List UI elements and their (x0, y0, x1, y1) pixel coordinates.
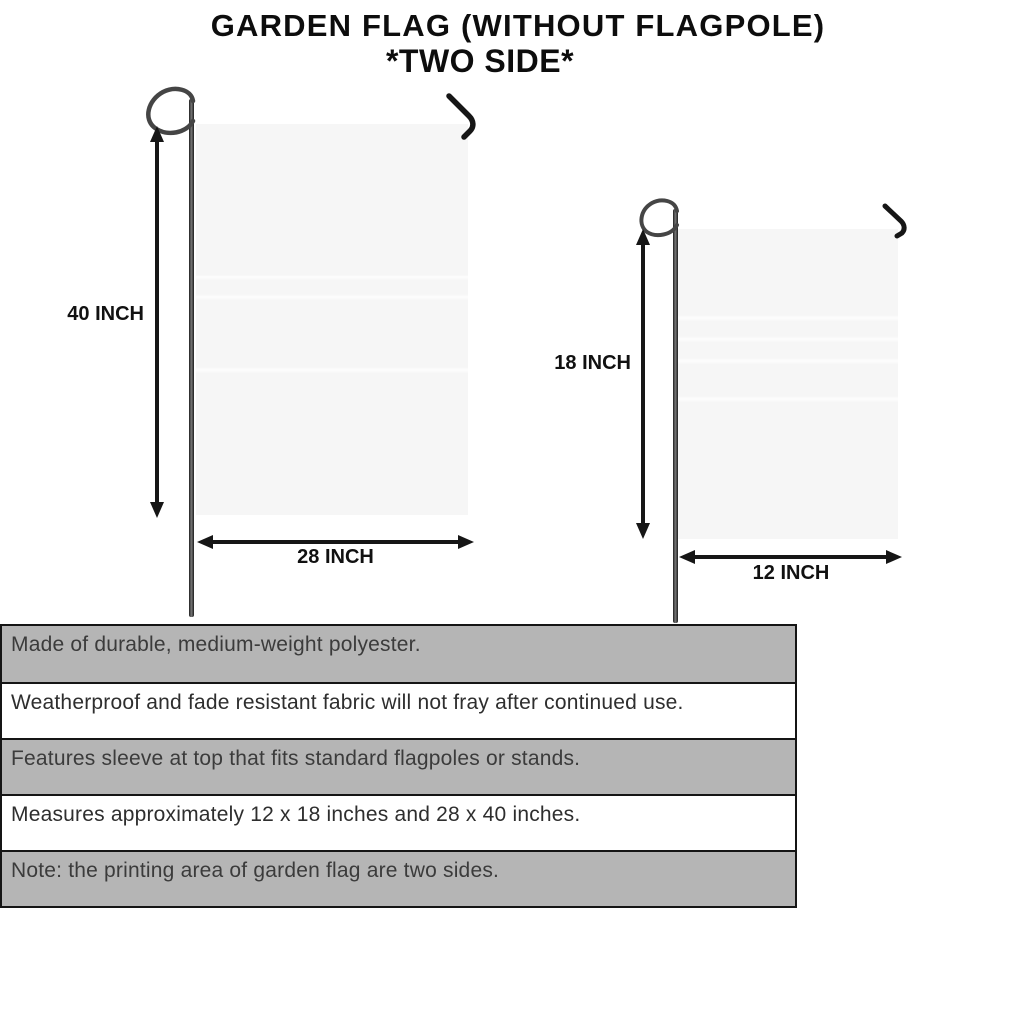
small-height-arrow (636, 229, 650, 539)
small-flag-width-label: 12 INCH (752, 562, 830, 584)
large-flag-width-label: 28 INCH (297, 546, 374, 568)
garden-flag-small (678, 229, 898, 539)
title-block (0, 8, 1024, 78)
page-subtitle: *TWO SIDE* (385, 43, 575, 79)
flagpole-small (673, 209, 678, 623)
small-flag-height-label: 18 INCH (554, 352, 631, 374)
pole-loop-icon (148, 89, 193, 133)
feature-text: Note: the printing area of garden flag are two sides. (11, 859, 500, 882)
garden-flag-large (196, 124, 468, 515)
feature-text: Measures approximately 12 x 18 inches and 28 x 40 inches. (11, 803, 581, 826)
feature-text: Weatherproof and fade resistant fabric will not fray after continued use. (11, 691, 684, 714)
feature-table (0, 624, 797, 908)
feature-row-measures (2, 794, 795, 850)
feature-text: Made of durable, medium-weight polyester. (11, 633, 421, 656)
feature-row-note (2, 850, 795, 906)
feature-row-weatherproof (2, 682, 795, 738)
feature-text: Features sleeve at top that fits standard flagpoles or stands. (11, 747, 581, 770)
pole-loop-icon (641, 200, 677, 235)
large-flag-height-label: 40 INCH (67, 303, 144, 325)
large-height-arrow (150, 126, 164, 518)
feature-row-material (2, 626, 795, 682)
feature-row-sleeve (2, 738, 795, 794)
flagpole-large (189, 99, 194, 617)
page-title: GARDEN FLAG (WITHOUT FLAGPOLE) (210, 8, 826, 43)
